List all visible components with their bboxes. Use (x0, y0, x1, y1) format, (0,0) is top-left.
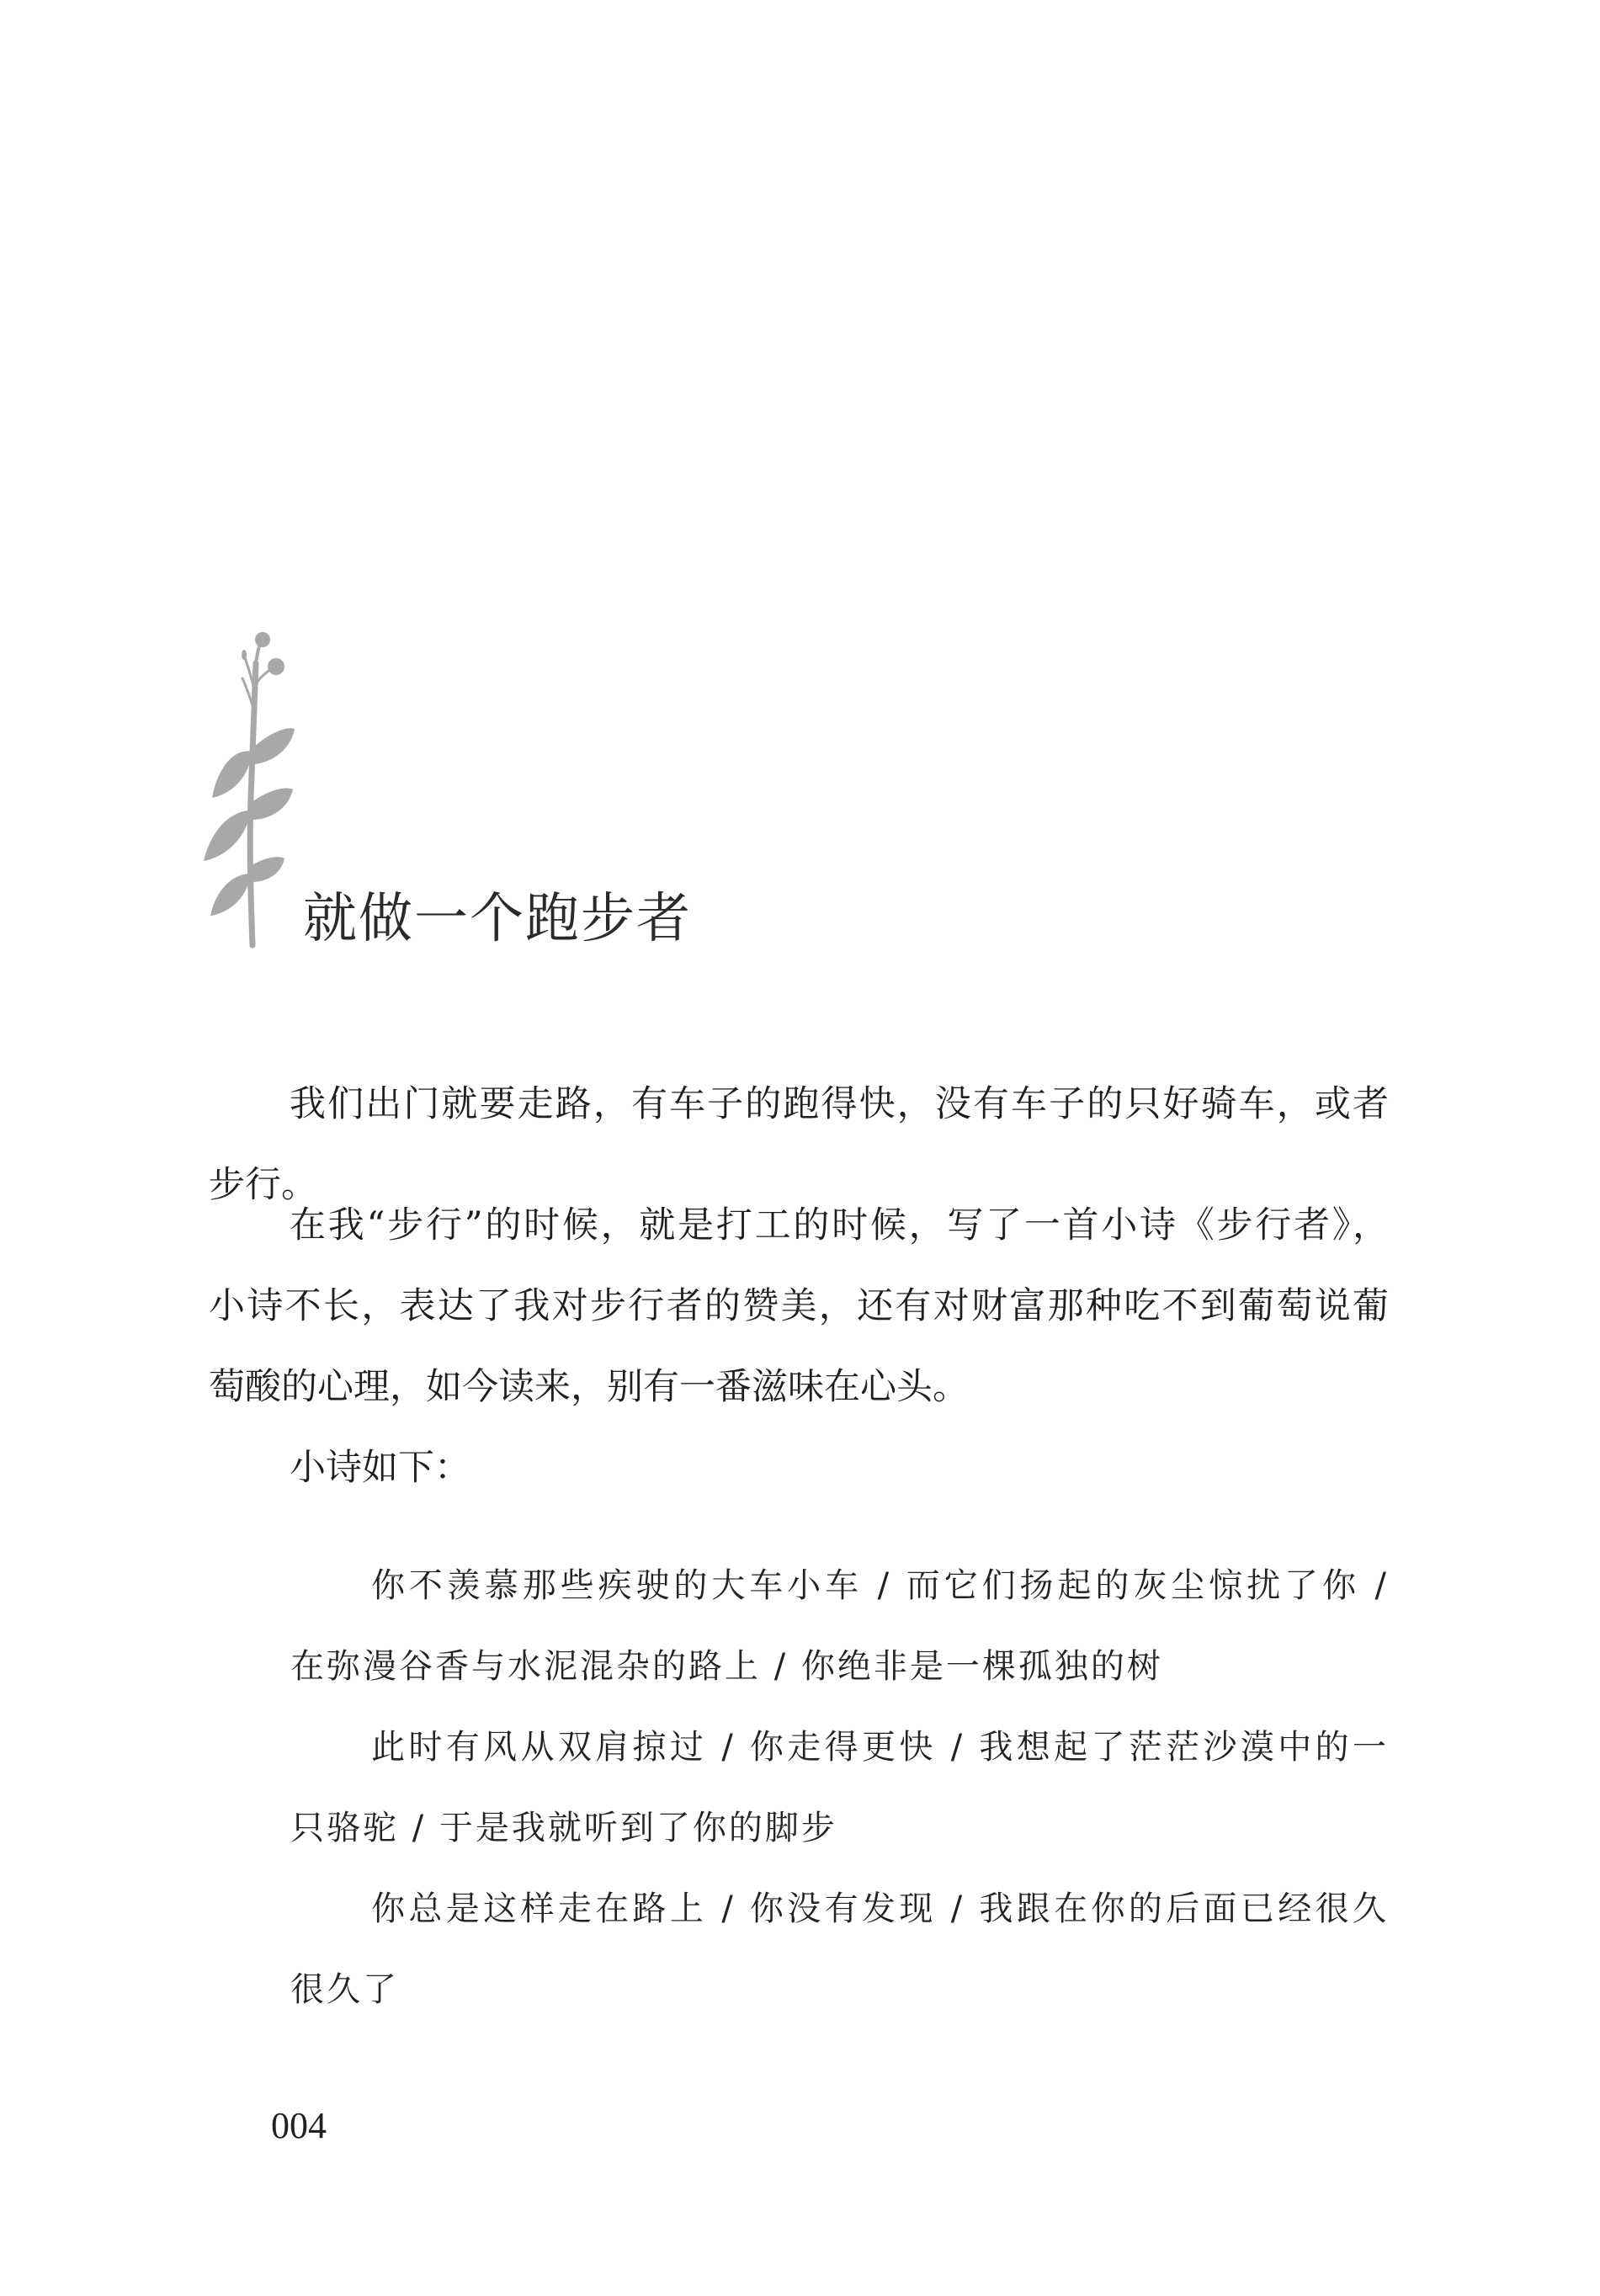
plant-sprig-icon (200, 630, 301, 949)
paragraph-line: 在我“步行”的时候，就是打工的时候，写了一首小诗《步行者》， (290, 1204, 1389, 1246)
chapter-title: 就做一个跑步者 (303, 888, 692, 950)
poem-line: 很久了 (290, 1970, 399, 2009)
poem-stanza (290, 1545, 1389, 1707)
page-number: 004 (271, 2105, 327, 2146)
poem-line: 此时有风从双肩掠过 / 你走得更快 / 我想起了茫茫沙漠中的一 (371, 1728, 1389, 1767)
paragraph-line: 步行。 (209, 1164, 317, 1206)
body-paragraph (209, 1185, 1389, 1427)
paragraph-line: 我们出门就要走路，有车子的跑得快，没有车子的只好骑车，或者 (290, 1083, 1389, 1125)
body-paragraph (209, 1427, 1389, 1508)
paragraph-line: 萄酸的心理，如今读来，别有一番滋味在心头。 (209, 1366, 969, 1408)
paragraph-line: 小诗如下： (290, 1447, 470, 1489)
poem-stanza (290, 1868, 1389, 2030)
poem-line: 你总是这样走在路上 / 你没有发现 / 我跟在你的后面已经很久 (371, 1889, 1389, 1928)
poem-stanza (290, 1707, 1389, 1868)
paragraph-line: 小诗不长，表达了我对步行者的赞美，还有对财富那种吃不到葡萄说葡 (209, 1285, 1389, 1327)
poem-line: 在弥漫谷香与水泥混杂的路上 / 你绝非是一棵孤独的树 (290, 1647, 1163, 1686)
poem-line: 只骆驼 / 于是我就听到了你的脚步 (290, 1809, 837, 1847)
poem-line: 你不羡慕那些疾驶的大车小车 / 而它们扬起的灰尘惊扰了你 / (371, 1566, 1389, 1605)
